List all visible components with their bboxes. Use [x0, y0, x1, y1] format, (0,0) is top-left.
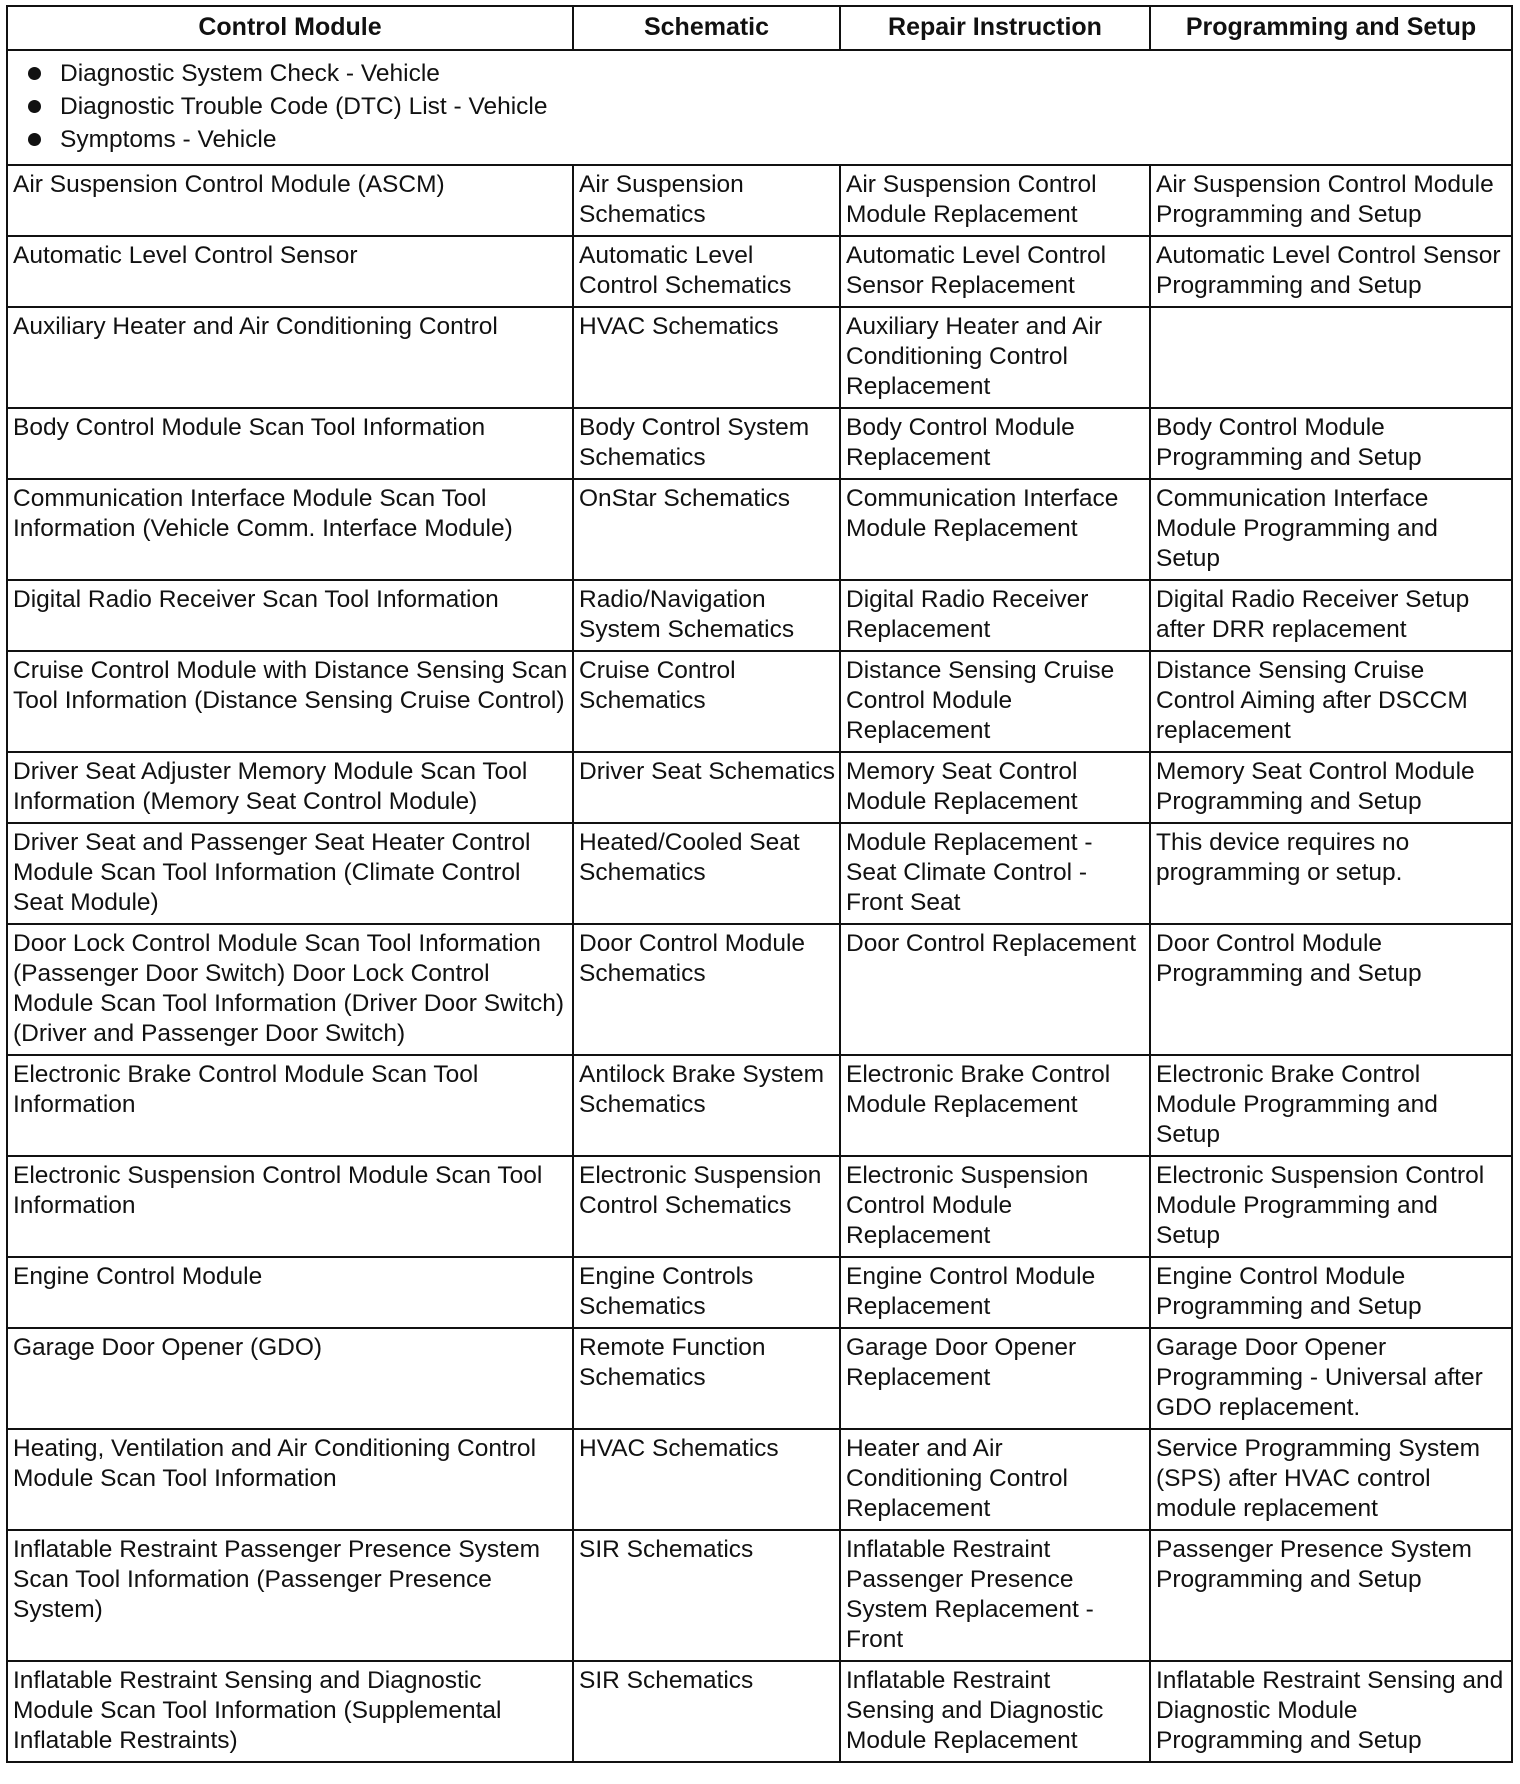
- bullet-item[interactable]: Symptoms - Vehicle: [28, 123, 1505, 156]
- table-row: [7, 408, 1512, 479]
- programming-setup-cell[interactable]: Electronic Suspension Control Module Programming and Setup: [1150, 1156, 1512, 1257]
- table-row: [7, 307, 1512, 408]
- schematic-cell[interactable]: Air Suspension Schematics: [573, 165, 840, 236]
- schematic-cell[interactable]: Electronic Suspension Control Schematics: [573, 1156, 840, 1257]
- repair-instruction-cell[interactable]: Memory Seat Control Module Replacement: [840, 752, 1150, 823]
- schematic-cell[interactable]: HVAC Schematics: [573, 307, 840, 408]
- programming-setup-cell[interactable]: Passenger Presence System Programming and Setup: [1150, 1530, 1512, 1661]
- header-programming-setup: Programming and Setup: [1150, 6, 1512, 50]
- table-row: [7, 1328, 1512, 1429]
- table-row: [7, 1156, 1512, 1257]
- programming-setup-cell[interactable]: Service Programming System (SPS) after HVAC control module replacement: [1150, 1429, 1512, 1530]
- control-module-cell[interactable]: Digital Radio Receiver Scan Tool Information: [7, 580, 573, 651]
- bullet-item[interactable]: Diagnostic System Check - Vehicle: [28, 57, 1505, 90]
- programming-setup-cell[interactable]: Communication Interface Module Programming and Setup: [1150, 479, 1512, 580]
- control-module-cell[interactable]: Inflatable Restraint Passenger Presence System Scan Tool Information (Passenger Presence System): [7, 1530, 573, 1661]
- repair-instruction-cell[interactable]: Electronic Brake Control Module Replacement: [840, 1055, 1150, 1156]
- programming-setup-cell[interactable]: Air Suspension Control Module Programming and Setup: [1150, 165, 1512, 236]
- control-module-cell[interactable]: Heating, Ventilation and Air Conditioning Control Module Scan Tool Information: [7, 1429, 573, 1530]
- control-module-cell[interactable]: Electronic Brake Control Module Scan Tool Information: [7, 1055, 573, 1156]
- programming-setup-cell[interactable]: Inflatable Restraint Sensing and Diagnostic Module Programming and Setup: [1150, 1661, 1512, 1762]
- table-row: [7, 651, 1512, 752]
- table-row: [7, 1661, 1512, 1762]
- schematic-cell[interactable]: Cruise Control Schematics: [573, 651, 840, 752]
- table-row: [7, 479, 1512, 580]
- schematic-cell[interactable]: Engine Controls Schematics: [573, 1257, 840, 1328]
- control-module-table: [6, 5, 1513, 1763]
- header-control-module: Control Module: [7, 6, 573, 50]
- bullet-row: [7, 50, 1512, 165]
- repair-instruction-cell[interactable]: Door Control Replacement: [840, 924, 1150, 1055]
- programming-setup-cell[interactable]: Electronic Brake Control Module Programming and Setup: [1150, 1055, 1512, 1156]
- header-repair-instruction: Repair Instruction: [840, 6, 1150, 50]
- document: [6, 5, 1511, 1763]
- table-row: [7, 236, 1512, 307]
- programming-setup-cell[interactable]: Door Control Module Programming and Setup: [1150, 924, 1512, 1055]
- table-row: [7, 1429, 1512, 1530]
- repair-instruction-cell[interactable]: Auxiliary Heater and Air Conditioning Control Replacement: [840, 307, 1150, 408]
- header-row: [7, 6, 1512, 50]
- repair-instruction-cell[interactable]: Garage Door Opener Replacement: [840, 1328, 1150, 1429]
- schematic-cell[interactable]: Driver Seat Schematics: [573, 752, 840, 823]
- control-module-cell[interactable]: Automatic Level Control Sensor: [7, 236, 573, 307]
- programming-setup-cell[interactable]: Garage Door Opener Programming - Universal after GDO replacement.: [1150, 1328, 1512, 1429]
- programming-setup-cell[interactable]: Engine Control Module Programming and Setup: [1150, 1257, 1512, 1328]
- schematic-cell[interactable]: HVAC Schematics: [573, 1429, 840, 1530]
- control-module-cell[interactable]: Cruise Control Module with Distance Sensing Scan Tool Information (Distance Sensing Cruise Control): [7, 651, 573, 752]
- control-module-cell[interactable]: Engine Control Module: [7, 1257, 573, 1328]
- control-module-cell[interactable]: Electronic Suspension Control Module Scan Tool Information: [7, 1156, 573, 1257]
- table-row: [7, 752, 1512, 823]
- programming-setup-cell[interactable]: Automatic Level Control Sensor Programming and Setup: [1150, 236, 1512, 307]
- bullet-cell: [7, 50, 1512, 165]
- schematic-cell[interactable]: Remote Function Schematics: [573, 1328, 840, 1429]
- schematic-cell[interactable]: Heated/Cooled Seat Schematics: [573, 823, 840, 924]
- table-row: [7, 165, 1512, 236]
- repair-instruction-cell[interactable]: Module Replacement - Seat Climate Control - Front Seat: [840, 823, 1150, 924]
- schematic-cell[interactable]: Door Control Module Schematics: [573, 924, 840, 1055]
- repair-instruction-cell[interactable]: Inflatable Restraint Sensing and Diagnostic Module Replacement: [840, 1661, 1150, 1762]
- repair-instruction-cell[interactable]: Automatic Level Control Sensor Replacement: [840, 236, 1150, 307]
- repair-instruction-cell[interactable]: Distance Sensing Cruise Control Module Replacement: [840, 651, 1150, 752]
- programming-setup-cell: [1150, 307, 1512, 408]
- repair-instruction-cell[interactable]: Air Suspension Control Module Replacement: [840, 165, 1150, 236]
- repair-instruction-cell[interactable]: Inflatable Restraint Passenger Presence System Replacement - Front: [840, 1530, 1150, 1661]
- schematic-cell[interactable]: Automatic Level Control Schematics: [573, 236, 840, 307]
- control-module-cell[interactable]: Driver Seat and Passenger Seat Heater Control Module Scan Tool Information (Climate Control Seat Module): [7, 823, 573, 924]
- table-row: [7, 580, 1512, 651]
- schematic-cell[interactable]: SIR Schematics: [573, 1530, 840, 1661]
- schematic-cell[interactable]: OnStar Schematics: [573, 479, 840, 580]
- control-module-cell[interactable]: Driver Seat Adjuster Memory Module Scan Tool Information (Memory Seat Control Module): [7, 752, 573, 823]
- schematic-cell[interactable]: Body Control System Schematics: [573, 408, 840, 479]
- control-module-cell[interactable]: Garage Door Opener (GDO): [7, 1328, 573, 1429]
- programming-setup-cell[interactable]: Body Control Module Programming and Setup: [1150, 408, 1512, 479]
- schematic-cell[interactable]: Radio/Navigation System Schematics: [573, 580, 840, 651]
- programming-setup-cell[interactable]: Distance Sensing Cruise Control Aiming after DSCCM replacement: [1150, 651, 1512, 752]
- repair-instruction-cell[interactable]: Body Control Module Replacement: [840, 408, 1150, 479]
- programming-setup-cell[interactable]: Memory Seat Control Module Programming and Setup: [1150, 752, 1512, 823]
- repair-instruction-cell[interactable]: Heater and Air Conditioning Control Replacement: [840, 1429, 1150, 1530]
- schematic-cell[interactable]: SIR Schematics: [573, 1661, 840, 1762]
- control-module-cell[interactable]: Air Suspension Control Module (ASCM): [7, 165, 573, 236]
- schematic-cell[interactable]: Antilock Brake System Schematics: [573, 1055, 840, 1156]
- bullet-list: [28, 57, 1505, 156]
- control-module-cell[interactable]: Door Lock Control Module Scan Tool Information (Passenger Door Switch) Door Lock Control Module Scan Tool Information (Driver Door Switch) (Driver and Passenger Door Switch): [7, 924, 573, 1055]
- table-row: [7, 1257, 1512, 1328]
- control-module-cell[interactable]: Body Control Module Scan Tool Information: [7, 408, 573, 479]
- table-row: [7, 924, 1512, 1055]
- control-module-cell[interactable]: Inflatable Restraint Sensing and Diagnostic Module Scan Tool Information (Supplemental Inflatable Restraints): [7, 1661, 573, 1762]
- control-module-cell[interactable]: Communication Interface Module Scan Tool Information (Vehicle Comm. Interface Module): [7, 479, 573, 580]
- repair-instruction-cell[interactable]: Engine Control Module Replacement: [840, 1257, 1150, 1328]
- programming-setup-cell[interactable]: This device requires no programming or setup.: [1150, 823, 1512, 924]
- header-schematic: Schematic: [573, 6, 840, 50]
- repair-instruction-cell[interactable]: Digital Radio Receiver Replacement: [840, 580, 1150, 651]
- control-module-cell[interactable]: Auxiliary Heater and Air Conditioning Control: [7, 307, 573, 408]
- table-row: [7, 823, 1512, 924]
- repair-instruction-cell[interactable]: Electronic Suspension Control Module Replacement: [840, 1156, 1150, 1257]
- table-row: [7, 1530, 1512, 1661]
- repair-instruction-cell[interactable]: Communication Interface Module Replacement: [840, 479, 1150, 580]
- programming-setup-cell[interactable]: Digital Radio Receiver Setup after DRR replacement: [1150, 580, 1512, 651]
- table-row: [7, 1055, 1512, 1156]
- bullet-item[interactable]: Diagnostic Trouble Code (DTC) List - Vehicle: [28, 90, 1505, 123]
